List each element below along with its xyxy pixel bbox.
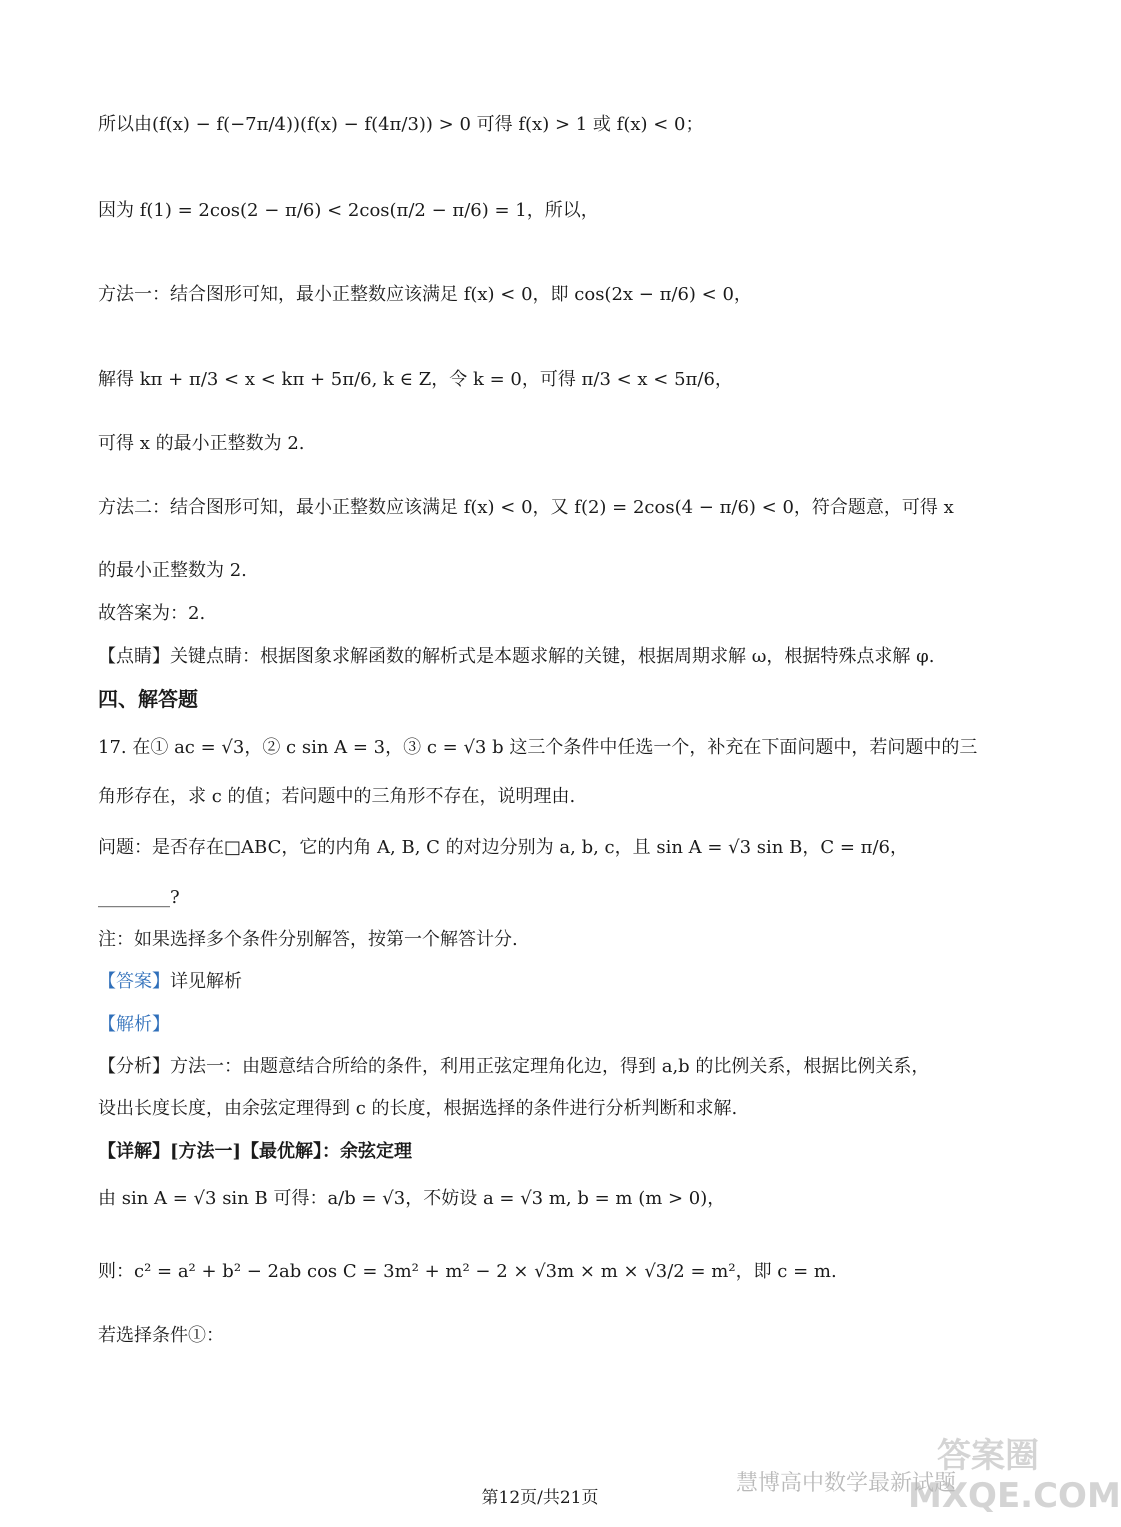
- answer-label: 【答案】: [98, 971, 170, 992]
- line-2: 因为 f(1) = 2cos(2 − π/6) < 2cos(π/2 − π/6) = 1，所以，: [98, 200, 599, 221]
- problem-17-line-1: 17. 在① ac = √3，② c sin A = 3，③ c = √3 b 这三个条件中任选一个，补充在下面问题中，若问题中的三: [98, 737, 978, 758]
- detail-line-1: 由 sin A = √3 sin B 可得：a/b = √3，不妨设 a = √3 m, b = m (m > 0)，: [98, 1188, 726, 1209]
- detail-line-2: 则：c² = a² + b² − 2ab cos C = 3m² + m² − 2 × √3m × m × √3/2 = m²，即 c = m.: [98, 1261, 837, 1282]
- line-3: 方法一：结合图形可知，最小正整数应该满足 f(x) < 0，即 cos(2x − π/6) < 0，: [98, 284, 752, 305]
- line-6: 方法二：结合图形可知，最小正整数应该满足 f(x) < 0，又 f(2) = 2cos(4 − π/6) < 0，符合题意，可得 x: [98, 497, 954, 518]
- watermark-logo: 答案圈 MXQE.COM: [908, 1436, 1121, 1516]
- answer-text: 详见解析: [170, 971, 242, 992]
- analysis-line-2: 设出长度长度，由余弦定理得到 c 的长度，根据选择的条件进行分析判断和求解.: [98, 1098, 738, 1119]
- detail-line-3: 若选择条件①：: [98, 1325, 224, 1346]
- line-7: 的最小正整数为 2.: [98, 560, 247, 581]
- line-8: 故答案为：2.: [98, 603, 206, 624]
- detail-heading: 【详解】[方法一]【最优解】：余弦定理: [98, 1141, 413, 1162]
- line-5: 可得 x 的最小正整数为 2.: [98, 433, 305, 454]
- analysis-label: 【解析】: [98, 1014, 170, 1035]
- section-heading: 四、解答题: [98, 687, 198, 711]
- note: 注：如果选择多个条件分别解答，按第一个解答计分.: [98, 929, 518, 950]
- page-footer: 第12页/共21页: [481, 1488, 599, 1508]
- line-1: 所以由(f(x) − f(−7π/4))(f(x) − f(4π/3)) > 0 可得 f(x) > 1 或 f(x) < 0；: [98, 114, 704, 135]
- line-9: 【点睛】关键点睛：根据图象求解函数的解析式是本题求解的关键，根据周期求解 ω，根据特殊点求解 φ.: [98, 646, 935, 667]
- problem-17-line-2: 角形存在，求 c 的值；若问题中的三角形不存在，说明理由.: [98, 786, 576, 807]
- problem-17-question: 问题：是否存在□ABC，它的内角 A, B, C 的对边分别为 a, b, c，且 sin A = √3 sin B，C = π/6，: [98, 837, 908, 858]
- problem-17-blank: ________?: [98, 887, 180, 908]
- watermark: 慧博高中数学最新试题: [736, 1471, 957, 1496]
- answer-line: [98, 967, 242, 997]
- line-4: 解得 kπ + π/3 < x < kπ + 5π/6, k ∈ Z，令 k = 0，可得 π/3 < x < 5π/6，: [98, 369, 733, 390]
- analysis-line-1: 【分析】方法一：由题意结合所给的条件，利用正弦定理角化边，得到 a,b 的比例关系，根据比例关系，: [98, 1056, 930, 1077]
